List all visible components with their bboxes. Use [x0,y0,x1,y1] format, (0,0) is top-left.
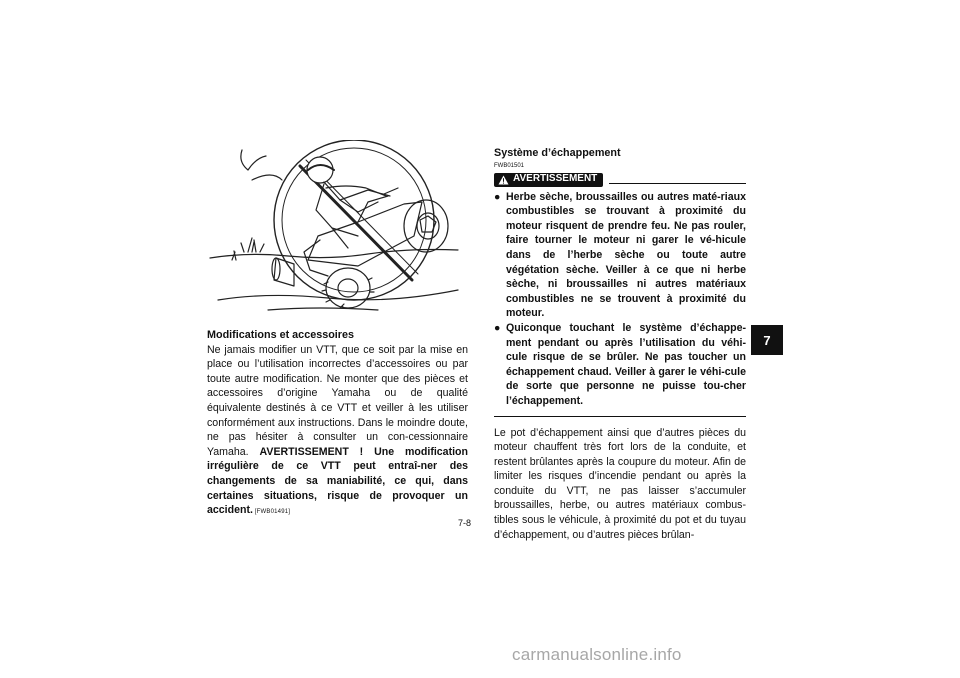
reference-code: [FWB01491] [252,509,291,516]
warning-badge [494,173,603,187]
atv-prohibited-illustration [208,140,472,318]
warning-item [494,190,746,321]
warning-text: Herbe sèche, broussailles ou autres maté-riaux combustibles se trouvant à proximité du moteur risquent de prendre feu. Ne pas rouler, faire tourner le moteur ni garer le vé-hicule dans de l’herbe sèche ou toute autre végétation sèche. Veiller à ce que ni herbe sèche, ni broussailles ni autres matériaux combustibles ne se trouvent à proximité du moteur. [506,190,746,320]
exhaust-paragraph: Le pot d’échappement ainsi que d’autres pièces du moteur chauffent très fort lors de la conduite, et restent brûlantes après la coupure du moteur. Afin de limiter les risques d’incendie pendant ou après la conduite du VTT, ne pas laisser s’accumuler broussailles, herbe, ou autres matériaux combus-tibles sous le véhicule, à proximité du pot et du tuyau d’échappement, ou d’autres pièces brûlan- [494,426,746,541]
warning-list [494,190,746,409]
watermark: carmanualsonline.info [512,645,682,664]
bullet-icon: ● [494,190,501,203]
bullet-icon: ● [494,321,501,334]
warning-label: AVERTISSEMENT [513,173,598,185]
section-heading-exhaust: Système d’échappement [494,147,621,159]
modifications-warning: AVERTISSEMENT ! Une modification irrégulière de ce VTT peut entraî-ner des changements de sa maniabilité, ce qui, dans certaines situations, risque de provoquer un accident. [207,445,468,517]
modifications-paragraph [207,343,468,520]
modifications-body: Ne jamais modifier un VTT, que ce soit par la mise en place ou l’utilisation incorrectes d’accessoires ou par toute autre modification. Ne monter que des pièces et accessoires d’origine Yamaha ou de qualité équivalente destinés à ce VTT et veiller à les utiliser conformément aux instructions. Dans le moindre doute, ne pas hésiter à consulter un con-cessionnaire Yamaha. [207,343,468,458]
warning-header [494,172,746,188]
exhaust-section [494,146,746,542]
modifications-section [207,328,468,520]
warning-text: Quiconque touchant le système d’échappe-ment pendant ou après l’utilisation du véhi-cule risque de se brûler. Ne pas toucher un échappement chaud. Veiller à garer le véhi-cule de sorte que personne ne puisse tou-cher l’échappement. [506,321,746,407]
page-number: 7-8 [458,518,472,528]
section-heading-modifications: Modifications et accessoires [207,329,355,341]
warning-item [494,321,746,409]
warning-triangle-icon [498,175,509,185]
warning-header-rule [609,175,746,184]
warning-end-rule [494,416,746,417]
section-reference-code: FWB01501 [494,162,525,169]
chapter-tab: 7 [751,325,783,355]
